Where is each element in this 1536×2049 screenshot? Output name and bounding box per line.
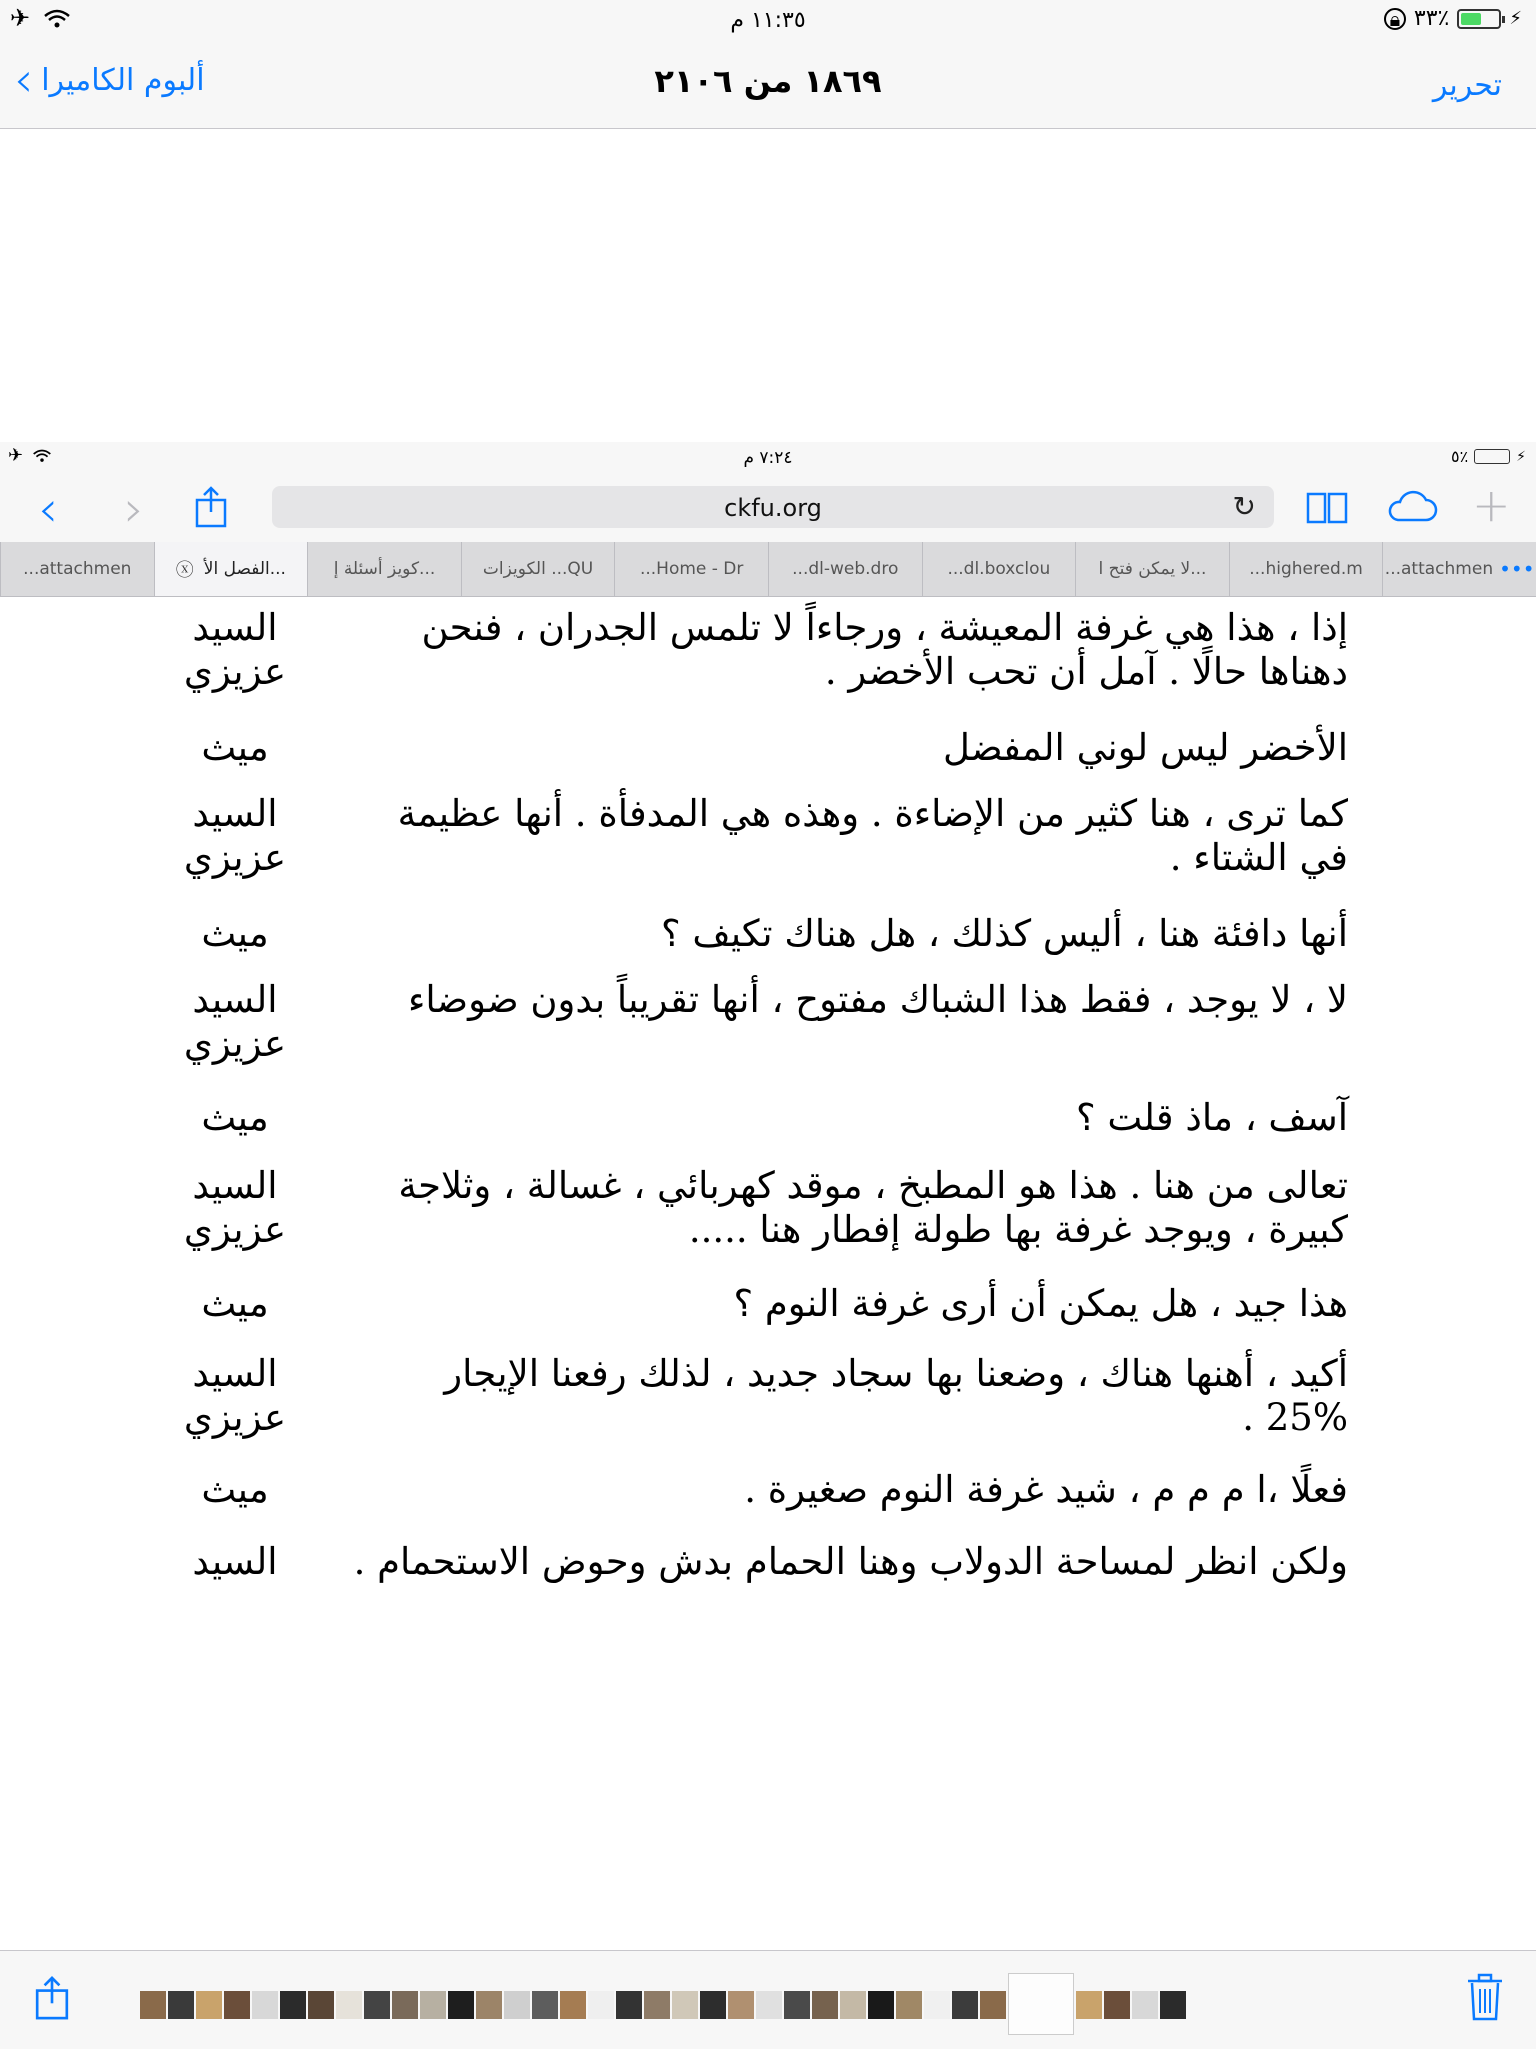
thumbnail-strip[interactable] — [140, 1991, 1402, 2019]
speaker-name: السيد — [192, 1540, 278, 1583]
close-tab-icon[interactable]: ⓧ — [175, 560, 194, 581]
thumbnail[interactable] — [168, 1991, 194, 2019]
thumbnail[interactable] — [980, 1991, 1006, 2019]
photo-viewer[interactable] — [0, 442, 1536, 1948]
thumbnail[interactable] — [308, 1991, 334, 2019]
thumbnail[interactable] — [364, 1991, 390, 2019]
rotation-lock-icon: 🔒︎ — [1384, 8, 1406, 30]
inner-status-right — [1451, 447, 1526, 466]
tab-label: ...dl-web.dro — [792, 559, 899, 579]
status-time: ١١:٣٥ م — [730, 8, 806, 33]
thumbnail[interactable] — [560, 1991, 586, 2019]
chevron-right-icon[interactable]: › — [124, 480, 144, 538]
speaker-name: السيد عزيزي — [183, 792, 287, 879]
thumbnail[interactable] — [784, 1991, 810, 2019]
speech-text: لا ، لا يوجد ، فقط هذا الشباك مفتوح ، أنها تقريباً بدون ضوضاء — [407, 978, 1348, 1021]
thumbnail[interactable] — [672, 1991, 698, 2019]
trash-icon[interactable] — [1466, 1973, 1504, 2025]
tab-label: ...highered.m — [1249, 559, 1363, 579]
charging-icon: ⚡ — [1509, 8, 1522, 29]
tab-4[interactable] — [461, 542, 615, 596]
speech-text: ولكن انظر لمساحة الدولاب وهنا الحمام بدش وحوض الاستحمام . — [353, 1540, 1348, 1583]
thumbnail[interactable] — [700, 1991, 726, 2019]
tab-6[interactable] — [768, 542, 922, 596]
thumbnail[interactable] — [1104, 1991, 1130, 2019]
thumbnail[interactable] — [728, 1991, 754, 2019]
inner-status-bar — [0, 442, 1536, 476]
thumbnail[interactable] — [1160, 1991, 1186, 2019]
speaker-name: ميث — [201, 726, 269, 769]
tab-label: كويز أسئلة إ... — [333, 559, 436, 579]
thumbnail[interactable] — [812, 1991, 838, 2019]
reload-icon[interactable]: ↻ — [1232, 490, 1256, 523]
speech-text: كما ترى ، هنا كثير من الإضاءة . وهذه هي المدفأة . أنها عظيمة في الشتاء . — [397, 792, 1348, 879]
tab-1[interactable] — [0, 542, 154, 596]
tab-5[interactable] — [614, 542, 768, 596]
thumbnail[interactable] — [756, 1991, 782, 2019]
status-right — [1384, 6, 1522, 31]
safari-toolbar — [0, 476, 1536, 542]
thumbnail-selected[interactable] — [1008, 1973, 1074, 2035]
speech-text: تعالى من هنا . هذا هو المطبخ ، موقد كهربائي ، غسالة ، وثلاجة كبيرة ، ويوجد غرفة بها طولة إفطار هنا ..... — [398, 1164, 1348, 1251]
thumbnail[interactable] — [952, 1991, 978, 2019]
tab-7[interactable] — [922, 542, 1076, 596]
tab-3[interactable] — [307, 542, 461, 596]
speaker-name: السيد عزيزي — [183, 606, 287, 693]
thumbnail[interactable] — [392, 1991, 418, 2019]
thumbnail[interactable] — [448, 1991, 474, 2019]
tab-label: الفصل الأ... — [203, 559, 286, 579]
inner-status-time: ٧:٢٤ م — [743, 448, 793, 468]
thumbnail[interactable] — [840, 1991, 866, 2019]
speech-text: الأخضر ليس لوني المفضل — [943, 726, 1348, 769]
thumbnail[interactable] — [1076, 1991, 1102, 2019]
thumbnail[interactable] — [196, 1991, 222, 2019]
url-text: ckfu.org — [724, 494, 822, 522]
thumbnail[interactable] — [1132, 1991, 1158, 2019]
thumbnail[interactable] — [868, 1991, 894, 2019]
speaker-name: ميث — [201, 912, 269, 955]
back-label: ألبوم الكاميرا — [41, 62, 205, 98]
tab-label: الكويزات ...QU — [482, 559, 594, 579]
speaker-name: السيد عزيزي — [183, 1164, 287, 1251]
photos-bottom-toolbar — [0, 1950, 1536, 2049]
tab-label: ...attachmen — [1384, 559, 1494, 579]
tab-label: ...dl.boxclou — [947, 559, 1051, 579]
speech-text: أنها دافئة هنا ، أليس كذلك ، هل هناك تكيف ؟ — [661, 912, 1348, 955]
charging-icon: ⚡ — [1516, 448, 1526, 465]
tab-label: لا يمكن فتح ا... — [1098, 559, 1207, 579]
book-icon[interactable] — [1306, 490, 1348, 528]
address-bar[interactable] — [272, 486, 1274, 528]
more-tabs-icon[interactable]: ••• — [1499, 557, 1535, 581]
chevron-left-icon[interactable]: ‹ — [38, 480, 58, 538]
speech-text: آسف ، ماذ قلت ؟ — [1075, 1096, 1348, 1139]
photo-counter-title: ١٨٦٩ من ٢١٠٦ — [654, 62, 882, 100]
thumbnail[interactable] — [532, 1991, 558, 2019]
speech-text: أكيد ، أهنها هناك ، وضعنا بها سجاد جديد ، لذلك رفعنا الإيجار 25% . — [444, 1352, 1348, 1439]
tab-label: ...Home - Dr — [639, 559, 744, 579]
edit-button[interactable]: تحرير — [1432, 68, 1502, 103]
thumbnail[interactable] — [336, 1991, 362, 2019]
thumbnail[interactable] — [140, 1991, 166, 2019]
thumbnail[interactable] — [616, 1991, 642, 2019]
airplane-icon: ✈ — [10, 4, 31, 32]
chevron-left-icon: ‹ — [14, 52, 34, 108]
inner-battery-percent: ٥٪ — [1450, 447, 1469, 466]
speaker-name: ميث — [201, 1282, 269, 1325]
tab-8[interactable] — [1075, 542, 1229, 596]
thumbnail[interactable] — [476, 1991, 502, 2019]
tab-9[interactable] — [1229, 542, 1383, 596]
thumbnail[interactable] — [420, 1991, 446, 2019]
tab-label: ...attachmen — [23, 559, 132, 579]
thumbnail[interactable] — [504, 1991, 530, 2019]
thumbnail[interactable] — [224, 1991, 250, 2019]
speaker-name: ميث — [201, 1096, 269, 1139]
thumbnail[interactable] — [588, 1991, 614, 2019]
thumbnail[interactable] — [924, 1991, 950, 2019]
speaker-name: السيد عزيزي — [183, 1352, 287, 1439]
tab-10[interactable] — [1382, 542, 1536, 596]
share-icon[interactable] — [194, 486, 228, 532]
battery-icon — [1474, 449, 1510, 464]
speech-text: هذا جيد ، هل يمكن أن أرى غرفة النوم ؟ — [733, 1282, 1348, 1325]
airplane-icon: ✈ — [8, 445, 24, 466]
photos-navbar — [0, 40, 1536, 129]
share-icon[interactable] — [34, 1975, 70, 2025]
status-bar — [0, 0, 1536, 40]
speaker-name: السيد عزيزي — [183, 978, 287, 1065]
thumbnail[interactable] — [252, 1991, 278, 2019]
thumbnail[interactable] — [280, 1991, 306, 2019]
battery-percent: ٣٣٪ — [1413, 6, 1450, 31]
speaker-name: ميث — [201, 1468, 269, 1511]
tab-2-active[interactable] — [154, 542, 308, 596]
plus-icon[interactable]: + — [1472, 478, 1511, 532]
speech-text: فعلًا ،ا م م م ، شيد غرفة النوم صغيرة . — [744, 1468, 1348, 1511]
cloud-icon[interactable] — [1386, 490, 1438, 528]
thumbnail[interactable] — [644, 1991, 670, 2019]
battery-icon — [1457, 9, 1501, 29]
thumbnail[interactable] — [896, 1991, 922, 2019]
speech-text: إذا ، هذا هي غرفة المعيشة ، ورجاءاً لا تلمس الجدران ، فنحن دهناها حالًا . آمل أن تحب الأخضر . — [421, 606, 1348, 693]
tab-bar — [0, 542, 1536, 597]
